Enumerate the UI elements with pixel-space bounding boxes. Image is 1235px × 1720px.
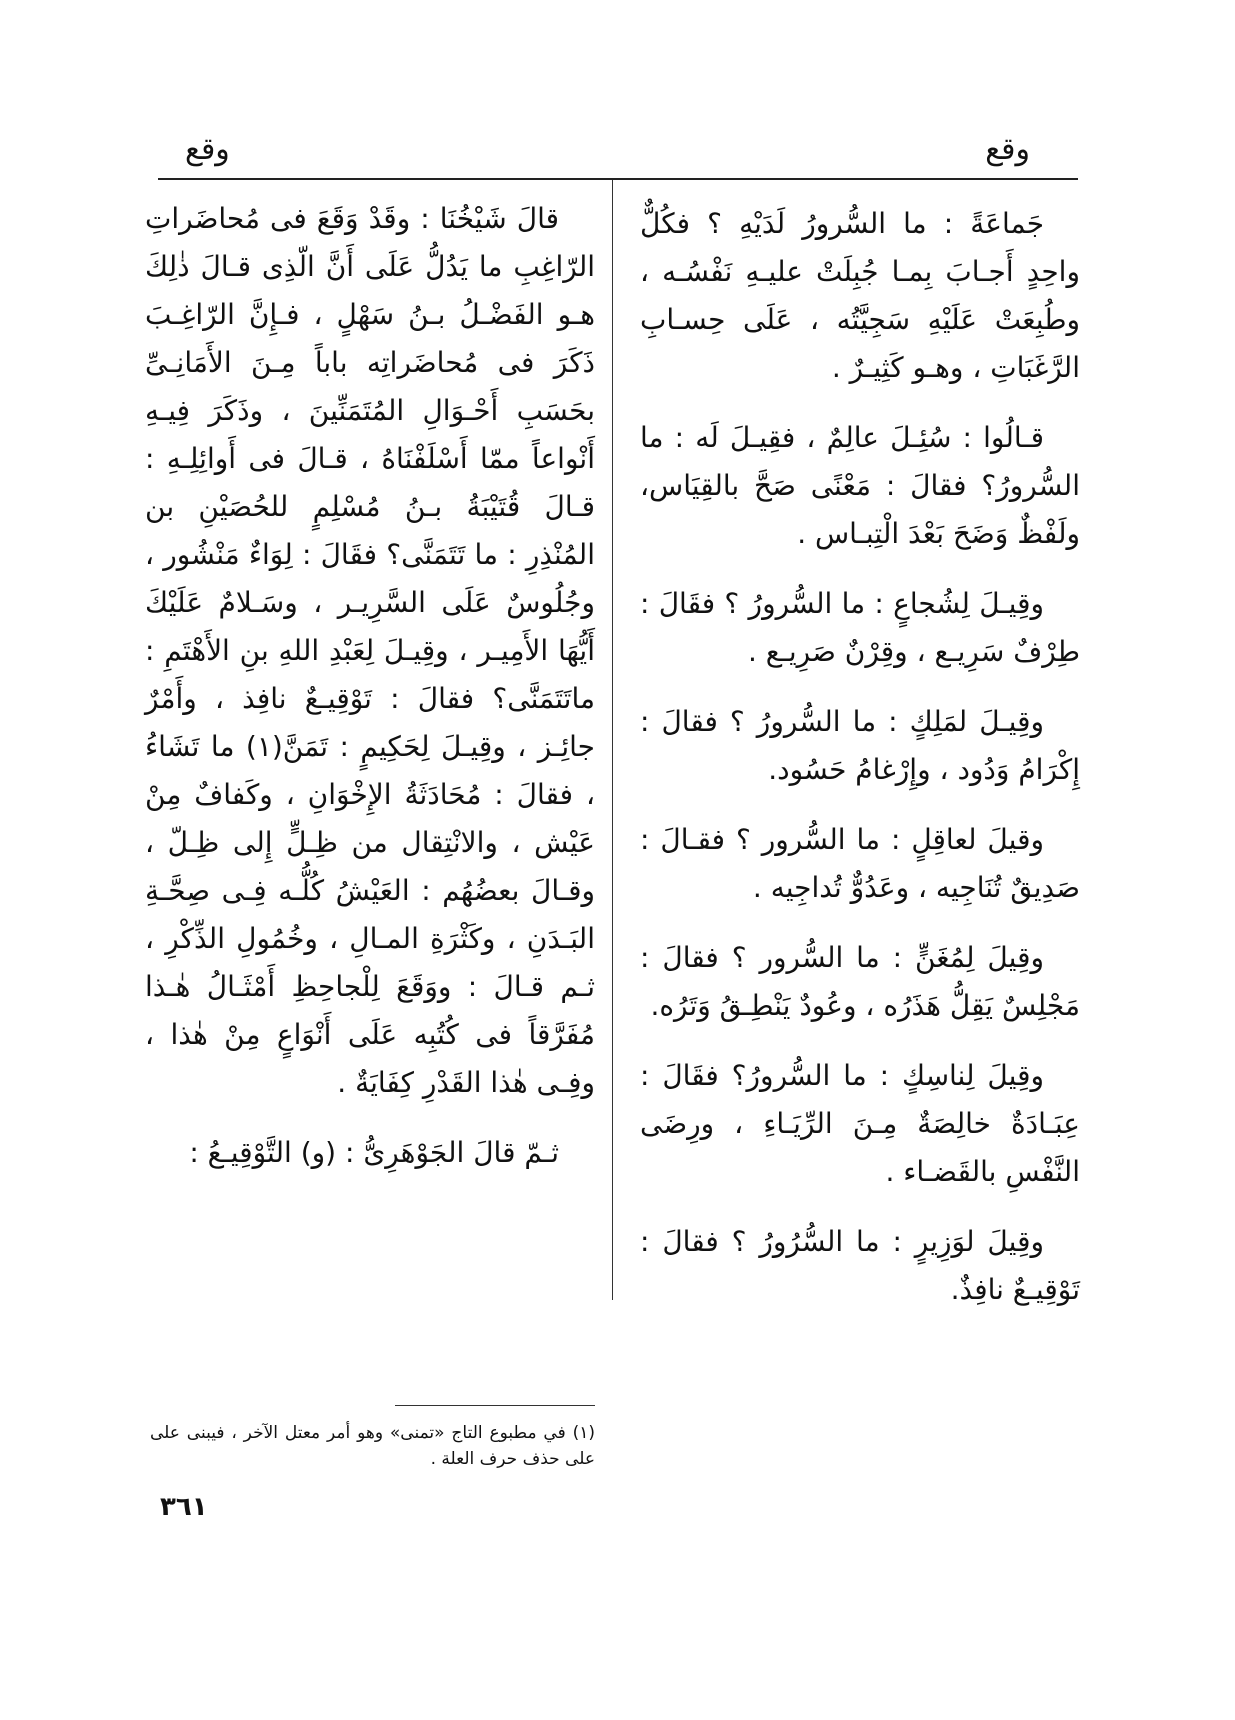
left-column bbox=[145, 195, 595, 1199]
paragraph: وقِيلَ لِمُغَنٍّ : ما السُّرور ؟ فقالَ : مَجْلِسٌ يَقِلُّ هَذَرُه ، وعُودٌ يَنْطِـقُ وَتَرُه. bbox=[640, 941, 1080, 1022]
paragraph: وقيلَ لعاقِلٍ : ما السُّرور ؟ فقـالَ : صَدِيقٌ تُنَاجِيه ، وعَدُوٌّ تُداجِيه . bbox=[640, 823, 1080, 904]
paragraph: قالَ شَيْخُنَا : وقَدْ وَقَعَ فى مُحاضَراتِ الرّاغِبِ ما يَدُلُّ عَلَى أَنَّ الّذِى قـالَ ذٰلِكَ هـو الفَضْـلُ بـنُ سَهْلٍ ، فـإِنَّ الرّاغِـبَ ذَكَرَ فى مُحاضَراتِه باباً مِـنَ الأَمَانِـىِّ بحَسَبِ أَحْـوَالِ المُتَمَنِّينَ ، وذَكَرَ فِيـهِ أَنْواعاً ممّا أَسْلَفْنَاهُ ، قـالَ فى أَوائِلِـهِ : قـالَ قُتَيْبَةُ بـنُ مُسْلِمٍ للحُصَيْنِ بن المُنْذِرِ : ما تَتَمَنَّى؟ فقَالَ : لِوَاءٌ مَنْشُور ، وجُلُوسٌ عَلَى السَّرِيـر ، وسَـلامٌ عَلَيْكَ أَيُّهَا الأَمِيـر ، وقِيـلَ لِعَبْدِ اللهِ بنِ الأَهْتَمِ : ماتَتَمَنَّى؟ فقالَ : تَوْقِيـعٌ نافِذ ، وأَمْرٌ جائِـز ، وقِيـلَ لِحَكِيمٍ : تَمَنَّ(١) ما تَشَاءُ ، فقالَ : مُحَادَثَةُ الإِخْوَانِ ، وكَفافٌ مِنْ عَيْش ، والانْتِقال من ظِـلٍّ إِلى ظِـلّ ، وقـالَ بعضُهُم : العَيْشُ كُلُّـه فِـى صِحَّـةِ البَـدَنِ ، وكَثْرَةِ المـالِ ، وخُمُولِ الذِّكْرِ ، ثـم قـالَ : ووَقَعَ لِلْجاحِظِ أَمْثَـالُ هٰـذا مُفَرَّقاً فى كُتُبِه عَلَى أَنْوَاعٍ مِنْ هٰذا ، وفِـى هٰذا القَدْرِ كِفَايَةٌ . bbox=[145, 202, 595, 1099]
paragraph: وقِيلَ لوَزِيرٍ : ما السُّرُورُ ؟ فقالَ : تَوْقِيـعٌ نافِذٌ. bbox=[640, 1225, 1080, 1306]
footnote: (١) في مطبوع التاج «تمنى» وهو أمر معتل الآخر ، فيبنى على على حذف حرف العلة . bbox=[150, 1423, 595, 1469]
paragraph: ثـمّ قالَ الجَوْهَرِىُّ : (و) التَّوْقِيـعُ : bbox=[189, 1136, 559, 1169]
column-divider bbox=[612, 180, 613, 1300]
header-word-left: وقع bbox=[185, 132, 230, 167]
page-number: ٣٦١ bbox=[160, 1492, 208, 1522]
paragraph: وقِيـلَ لمَلِكٍ : ما السُّرورُ ؟ فقالَ : إِكْرَامُ وَدُود ، وإِرْغامُ حَسُود. bbox=[640, 705, 1080, 786]
paragraph: وقِيـلَ لِشُجاعٍ : ما السُّرورُ ؟ فقَالَ : طِرْفٌ سَرِيـع ، وقِرْنٌ صَرِيـع . bbox=[640, 587, 1080, 668]
footnote-rule bbox=[395, 1405, 595, 1406]
header-rule bbox=[158, 178, 1078, 180]
header-word-right: وقع bbox=[985, 132, 1030, 167]
right-column bbox=[640, 200, 1080, 1336]
paragraph: جَماعَةً : ما السُّرورُ لَدَيْهِ ؟ فكُلٌّ واحِدٍ أَجـابَ بِمـا جُبِلَتْ عليـهِ نَفْسُـه ، وطُبِعَتْ عَلَيْهِ سَجِيَّتُه ، عَلَى حِسـابِ الرَّغَبَاتِ ، وهـو كَثِيـرٌ . bbox=[640, 207, 1080, 384]
paragraph: قـالُوا : سُئِـلَ عالِمٌ ، فقِيـلَ لَه : ما السُّرورُ؟ فقالَ : مَعْنًى صَحَّ بالقِيَاس، ولَفْظٌ وَضَحَ بَعْدَ الْتِبـاس . bbox=[640, 421, 1080, 550]
paragraph: وقِيلَ لِناسِكٍ : ما السُّرورُ؟ فقَالَ : عِبَـادَةٌ خالِصَةٌ مِـنَ الرِّيَـاءِ ، ورِضَى النَّفْسِ بالقَضـاء . bbox=[640, 1059, 1080, 1188]
